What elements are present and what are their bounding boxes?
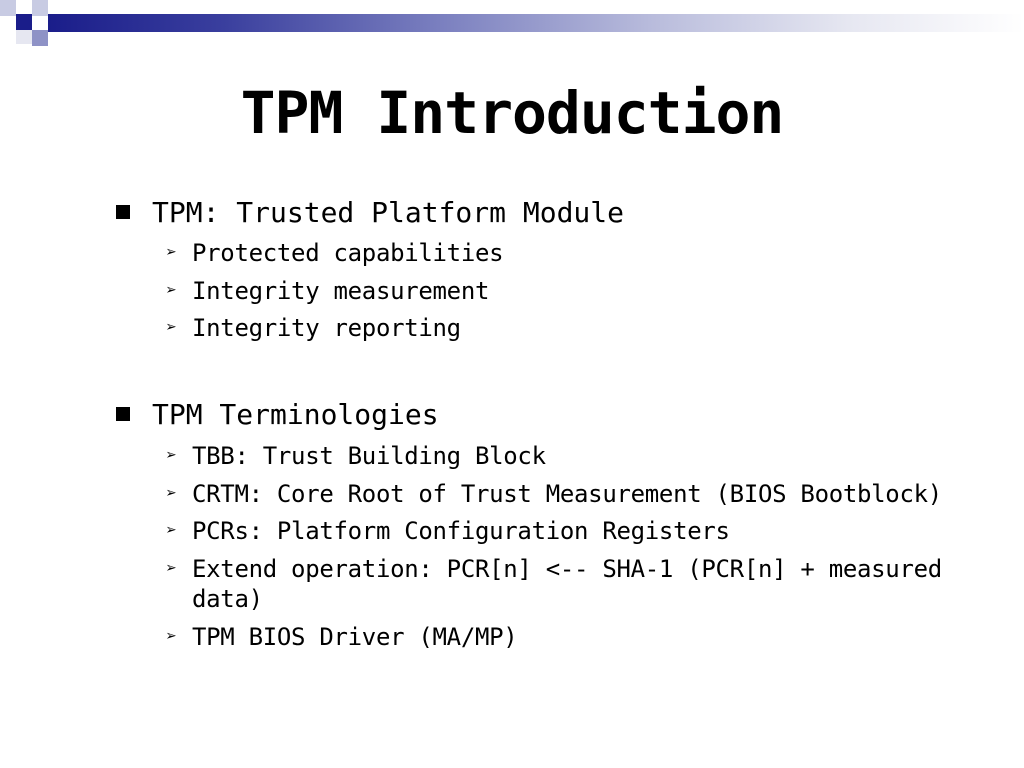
list-item [166, 479, 966, 509]
arrow-bullet-icon: ➢ [166, 483, 177, 504]
arrow-bullet-icon: ➢ [166, 317, 177, 338]
section-heading [116, 196, 624, 230]
section-heading-text: TPM Terminologies [152, 398, 439, 431]
list-item [166, 554, 966, 614]
list-item-text: Extend operation: PCR[n] <-- SHA-1 (PCR[n] + measured data) [192, 555, 942, 613]
section-heading [116, 398, 439, 432]
square-bullet-icon [116, 407, 130, 421]
list-item [166, 516, 966, 546]
list-item [166, 622, 966, 652]
arrow-bullet-icon: ➢ [166, 280, 177, 301]
arrow-bullet-icon: ➢ [166, 242, 177, 263]
list-item-text: Integrity reporting [192, 314, 461, 342]
list-item-text: CRTM: Core Root of Trust Measurement (BIOS Bootblock) [192, 480, 942, 508]
slide-title: TPM Introduction [240, 79, 784, 147]
arrow-bullet-icon: ➢ [166, 558, 177, 579]
list-item [166, 313, 966, 343]
arrow-bullet-icon: ➢ [166, 445, 177, 466]
list-item-text: TPM BIOS Driver (MA/MP) [192, 623, 518, 651]
square-bullet-icon [116, 205, 130, 219]
arrow-bullet-icon: ➢ [166, 626, 177, 647]
list-item [166, 276, 966, 306]
list-item [166, 441, 966, 471]
section-heading-text: TPM: Trusted Platform Module [152, 196, 625, 229]
arrow-bullet-icon: ➢ [166, 520, 177, 541]
list-item [166, 238, 966, 268]
list-item-text: TBB: Trust Building Block [192, 442, 546, 470]
list-item-text: PCRs: Platform Configuration Registers [192, 517, 730, 545]
list-item-text: Protected capabilities [192, 239, 504, 267]
list-item-text: Integrity measurement [192, 277, 490, 305]
